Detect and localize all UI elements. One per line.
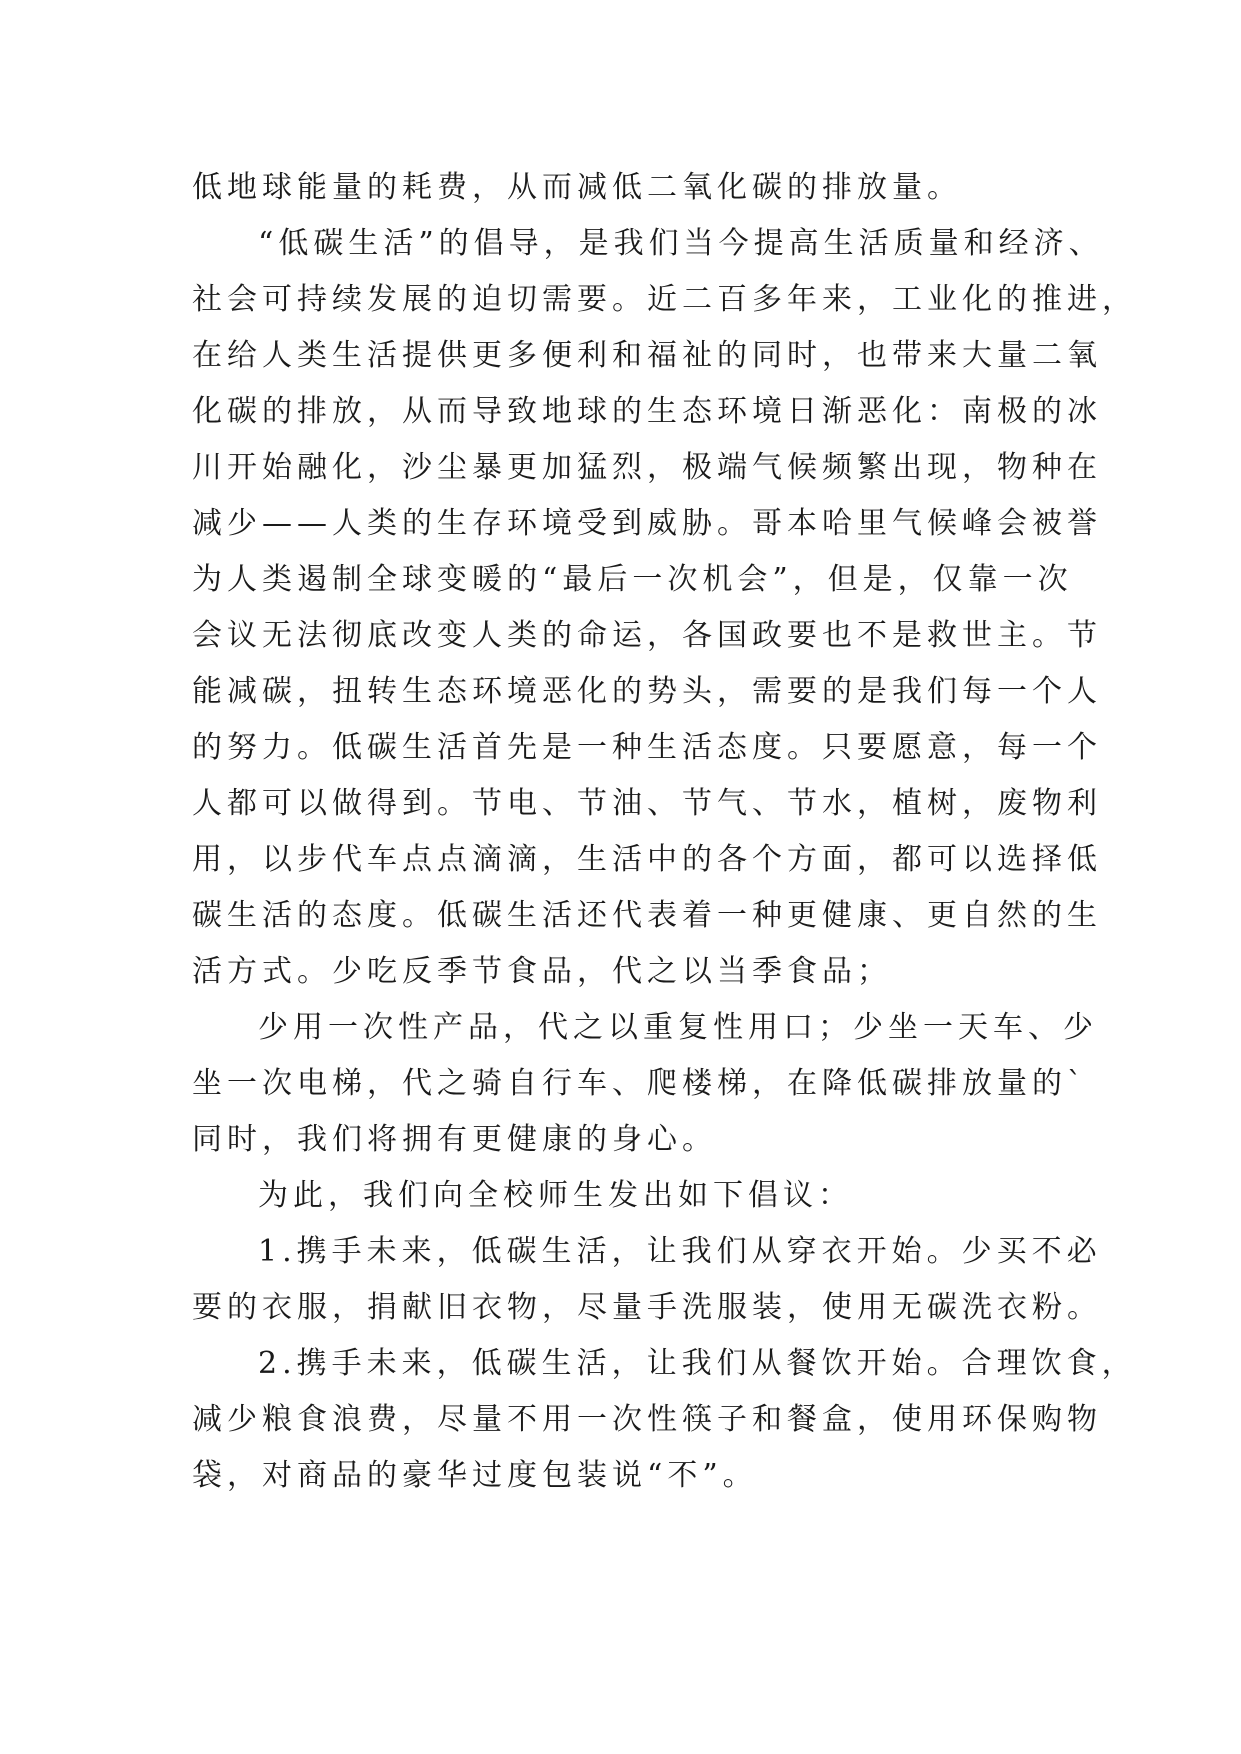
- text-line: 要的衣服，捐献旧衣物，尽量手洗服装，使用无碳洗衣粉。: [192, 1290, 1102, 1325]
- text-line: 社会可持续发展的迫切需要。近二百多年来，工业化的推进，: [192, 282, 1137, 317]
- text-line: 少用一次性产品，代之以重复性用口；少坐一天车、少: [258, 1010, 1098, 1045]
- text-line: “低碳生活”的倡导，是我们当今提高生活质量和经济、: [258, 226, 1104, 261]
- text-line: 1.携手未来，低碳生活，让我们从穿衣开始。少买不必: [258, 1234, 1102, 1269]
- text-line: 低地球能量的耗费，从而减低二氧化碳的排放量。: [192, 170, 962, 205]
- text-line: 会议无法彻底改变人类的命运，各国政要也不是救世主。节: [192, 618, 1102, 653]
- text-line: 的努力。低碳生活首先是一种生活态度。只要愿意，每一个: [192, 730, 1102, 765]
- text-line: 川开始融化，沙尘暴更加猛烈，极端气候频繁出现，物种在: [192, 450, 1102, 485]
- text-line: 活方式。少吃反季节食品，代之以当季食品；: [192, 954, 892, 989]
- text-line: 2.携手未来，低碳生活，让我们从餐饮开始。合理饮食，: [258, 1346, 1137, 1381]
- text-line: 化碳的排放，从而导致地球的生态环境日渐恶化：南极的冰: [192, 394, 1102, 429]
- text-line: 坐一次电梯，代之骑自行车、爬楼梯，在降低碳排放量的`: [192, 1066, 1087, 1101]
- document-body: [192, 160, 1137, 1504]
- text-line: 在给人类生活提供更多便利和福祉的同时，也带来大量二氧: [192, 338, 1102, 373]
- text-line: 袋，对商品的豪华过度包装说“不”。: [192, 1458, 758, 1493]
- text-line: 减少——人类的生存环境受到威胁。哥本哈里气候峰会被誉: [192, 506, 1102, 541]
- text-line: 用，以步代车点点滴滴，生活中的各个方面，都可以选择低: [192, 842, 1102, 877]
- text-line: 为此，我们向全校师生发出如下倡议：: [258, 1178, 853, 1213]
- text-line: 人都可以做得到。节电、节油、节气、节水，植树，废物利: [192, 786, 1102, 821]
- text-line: 同时，我们将拥有更健康的身心。: [192, 1122, 717, 1157]
- text-line: 碳生活的态度。低碳生活还代表着一种更健康、更自然的生: [192, 898, 1102, 933]
- text-line: 减少粮食浪费，尽量不用一次性筷子和餐盒，使用环保购物: [192, 1402, 1102, 1437]
- text-line: 能减碳，扭转生态环境恶化的势头，需要的是我们每一个人: [192, 674, 1102, 709]
- text-line: 为人类遏制全球变暖的“最后一次机会”，但是，仅靠一次: [192, 562, 1073, 597]
